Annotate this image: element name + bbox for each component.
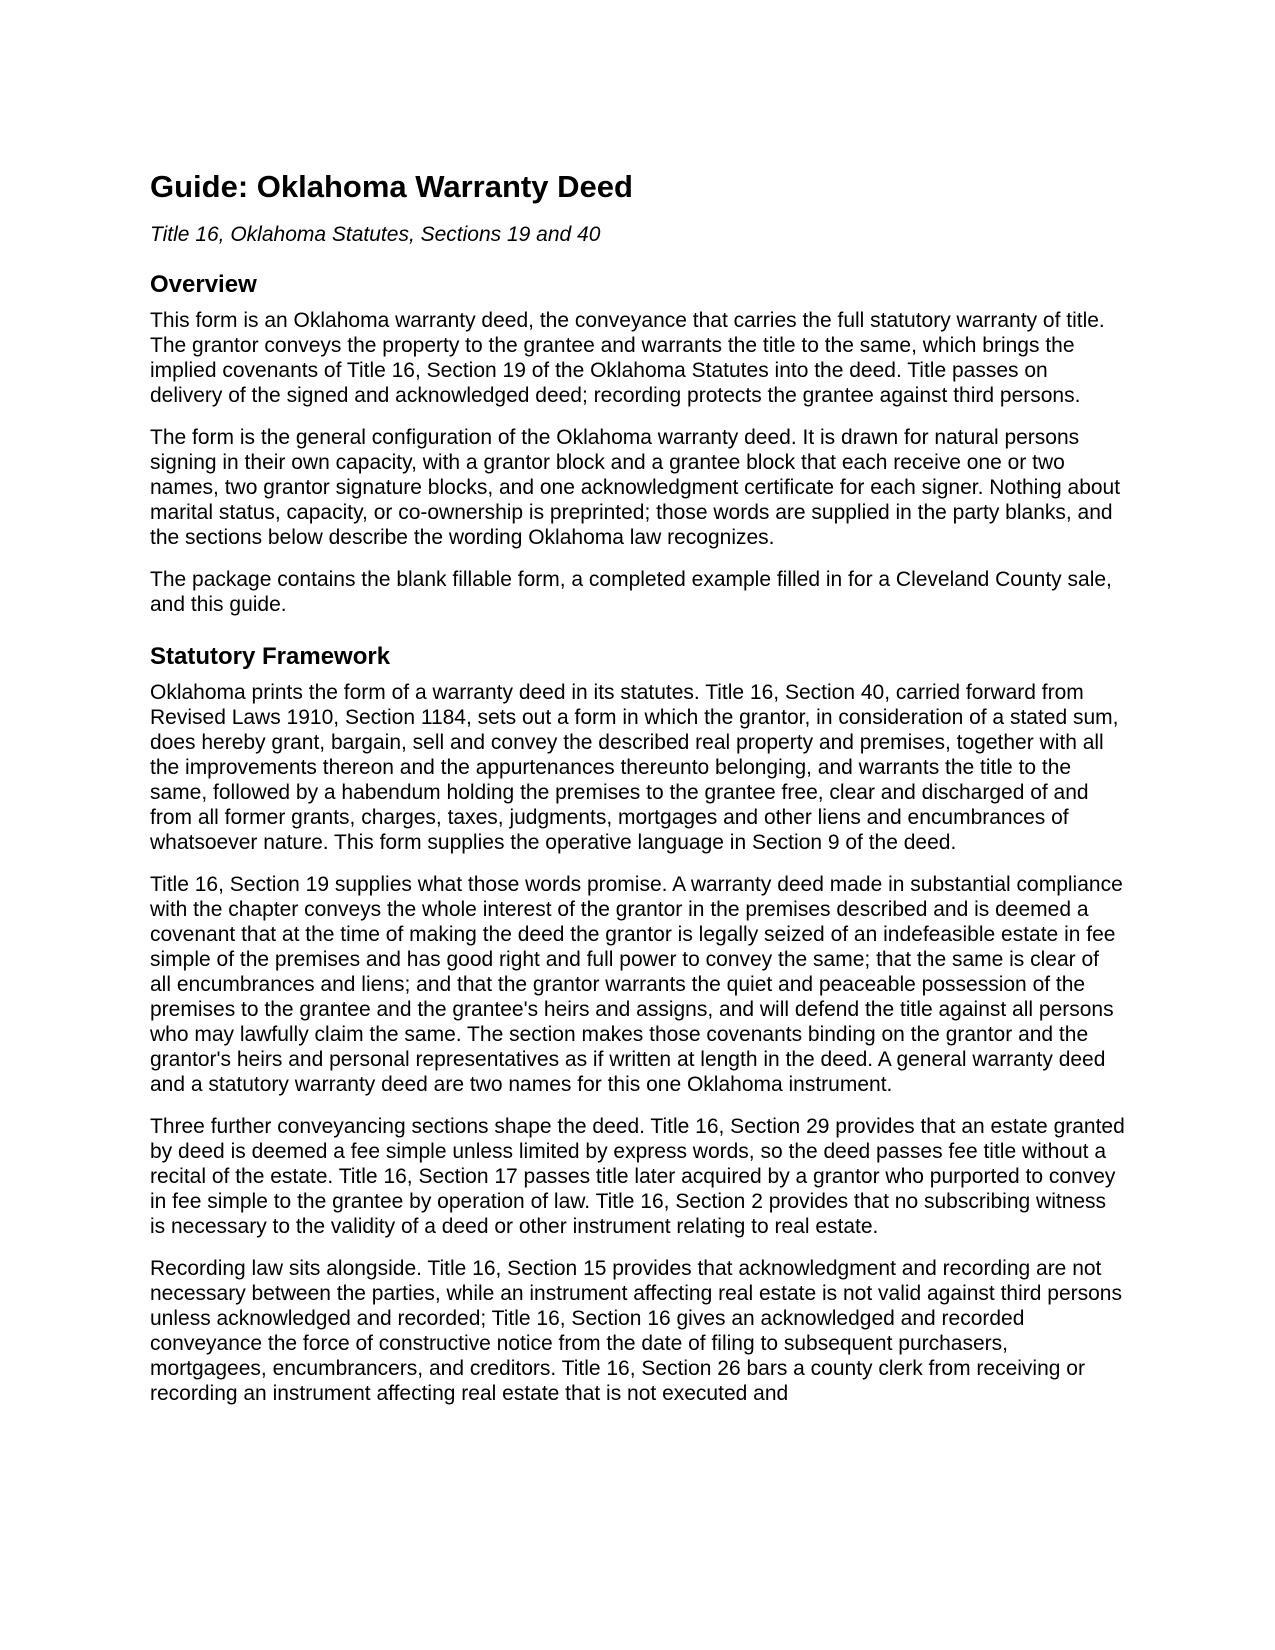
section-statutory-framework	[150, 642, 1125, 1406]
document-title: Guide: Oklahoma Warranty Deed	[150, 169, 633, 204]
paragraph: Title 16, Section 19 supplies what those words promise. A warranty deed made in substantial compliance with the chapter conveys the whole interest of the grantor in the premises described and is deemed a covenant that at the time of making the deed the grantor is legally seized of an indefeasible estate in fee simple of the premises and has good right and full power to convey the same; that the same is clear of all encumbrances and liens; and that the grantor warrants the quiet and peaceable possession of the premises to the grantee and the grantee's heirs and assigns, and will defend the title against all persons who may lawfully claim the same. The section makes those covenants binding on the grantor and the grantor's heirs and personal representatives as if written at length in the deed. A general warranty deed and a statutory warranty deed are two names for this one Oklahoma instrument.	[150, 873, 1123, 1096]
paragraph: Oklahoma prints the form of a warranty deed in its statutes. Title 16, Section 40, carried forward from Revised Laws 1910, Section 1184, sets out a form in which the grantor, in consideration of a stated sum, does hereby grant, bargain, sell and convey the described real property and premises, together with all the improvements thereon and the appurtenances thereunto belonging, and warrants the title to the same, followed by a habendum holding the premises to the grantee free, clear and discharged of and from all former grants, charges, taxes, judgments, mortgages and other liens and encumbrances of whatsoever nature. This form supplies the operative language in Section 9 of the deed.	[150, 681, 1119, 854]
section-heading: Statutory Framework	[150, 643, 391, 670]
paragraph: This form is an Oklahoma warranty deed, the conveyance that carries the full statutory warranty of title. The grantor conveys the property to the grantee and warrants the title to the same, which brings the implied covenants of Title 16, Section 19 of the Oklahoma Statutes into the deed. Title passes on delivery of the signed and acknowledged deed; recording protects the grantee against third persons.	[150, 309, 1105, 407]
document-subtitle: Title 16, Oklahoma Statutes, Sections 19 and 40	[150, 223, 601, 246]
paragraph: Recording law sits alongside. Title 16, Section 15 provides that acknowledgment and recording are not necessary between the parties, while an instrument affecting real estate is not valid against third persons unless acknowledged and recorded; Title 16, Section 16 gives an acknowledged and recorded conveyance the force of constructive notice from the date of filing to subsequent purchasers, mortgagees, encumbrancers, and creditors. Title 16, Section 26 bars a county clerk from receiving or recording an instrument affecting real estate that is not executed and	[150, 1257, 1122, 1405]
paragraph: The package contains the blank fillable form, a completed example filled in for a Cleveland County sale, and this guide.	[150, 568, 1112, 616]
document-page	[150, 168, 1125, 1406]
paragraph: Three further conveyancing sections shape the deed. Title 16, Section 29 provides that an estate granted by deed is deemed a fee simple unless limited by express words, so the deed passes fee title without a recital of the estate. Title 16, Section 17 passes title later acquired by a grantor who purported to convey in fee simple to the grantee by operation of law. Title 16, Section 2 provides that no subscribing witness is necessary to the validity of a deed or other instrument relating to real estate.	[150, 1115, 1125, 1238]
section-overview	[150, 270, 1125, 617]
paragraph: The form is the general configuration of the Oklahoma warranty deed. It is drawn for natural persons signing in their own capacity, with a grantor block and a grantee block that each receive one or two names, two grantor signature blocks, and one acknowledgment certificate for each signer. Nothing about marital status, capacity, or co-ownership is preprinted; those words are supplied in the party blanks, and the sections below describe the wording Oklahoma law recognizes.	[150, 426, 1121, 549]
section-heading: Overview	[150, 271, 257, 298]
